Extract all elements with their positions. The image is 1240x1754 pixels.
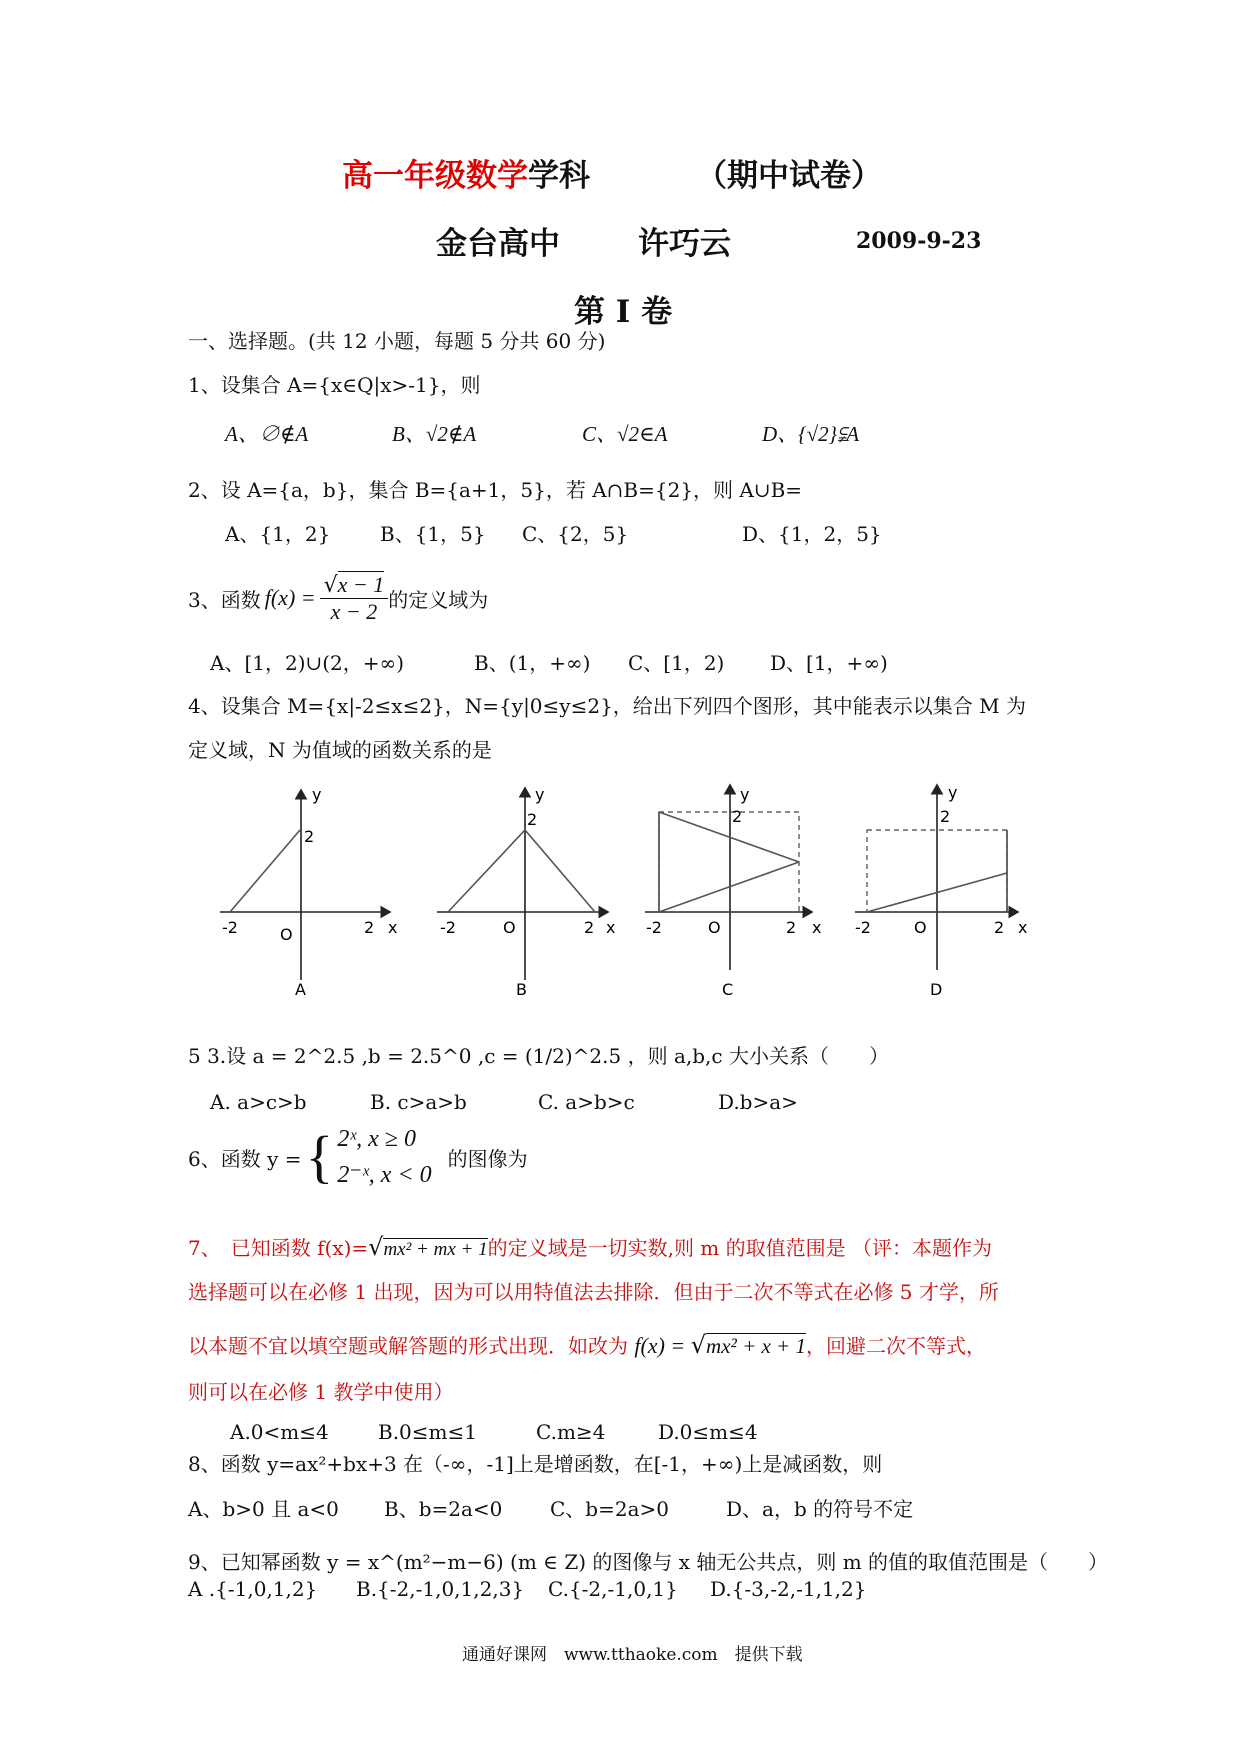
graph-d-tick-2x: 2 [994,918,1005,937]
q7-line1 [188,1232,992,1261]
graph-b-tick-neg2: -2 [440,918,456,937]
title-grade: 高一年级 [342,158,466,194]
q1-option-c: C、√2∈A [582,422,668,446]
q2-stem: 2、设 A={a，b}，集合 B={a+1，5}，若 A∩B={2}，则 A∪B= [188,478,803,502]
q7-line1-b: 的定义域是一切实数,则 m 的取值范围是 （评：本题作为 [487,1236,992,1260]
q6-stem [188,1120,528,1194]
graph-a-origin: O [280,925,293,944]
q3-option-d: D、[1，+∞) [770,651,888,675]
q3-numerator-expr: x − 1 [337,571,385,597]
graph-a-tick-2y: 2 [304,827,315,846]
graph-d-x-label: x [1018,918,1028,937]
graph-b-line [448,830,595,912]
q5-stem: 5 3.设 a = 2^2.5 ,b = 2.5^0 ,c = (1/2)^2.5 ，则 a,b,c 大小关系（ ） [188,1044,889,1068]
q8-option-d: D、a，b 的符号不定 [726,1497,914,1521]
q5-option-d: D.b>a> [718,1090,798,1114]
q6-case-1: 2ˣ, x ≥ 0 [337,1126,416,1152]
graph-d [855,783,1027,999]
q3-option-b: B、(1，+∞) [474,651,591,675]
title-exam-type: （期中试卷） [696,158,882,194]
graph-b-tick-2x: 2 [584,918,595,937]
graph-c-y-label: y [740,785,750,804]
q5-option-a: A. a>c>b [210,1090,307,1114]
q3-fraction [320,572,389,625]
q9-option-b: B.{-2,-1,0,1,2,3} [356,1577,525,1601]
radical-icon: √ [368,1233,384,1261]
q6-cases [337,1121,431,1193]
q6-suffix: 的图像为 [447,1146,528,1171]
graph-c-x-label: x [812,918,822,937]
graph-b [437,785,615,999]
graph-a-tick-neg2: -2 [222,918,238,937]
q8-option-c: C、b=2a>0 [550,1497,669,1521]
q1-stem: 1、设集合 A={x∈Q|x>-1}，则 [188,373,481,397]
graph-d-label: D [930,980,943,999]
q9-option-a: A .{-1,0,1,2} [188,1577,318,1601]
graph-a [220,785,397,999]
q7-line1-a: 7、 已知函数 f(x)= [188,1236,369,1260]
radical-icon: √ [690,1331,707,1359]
q4-line1: 4、设集合 M={x|-2≤x≤2}，N={y|0≤y≤2}，给出下列四个图形，其中能表示以集合 M 为 [188,694,1026,718]
q2-option-a: A、{1，2} [225,522,331,546]
brace-icon: { [305,1124,334,1189]
q7-line2: 选择题可以在必修 1 出现，因为可以用特值法去排除．但由于二次不等式在必修 5 才学，所 [188,1280,999,1304]
q2-option-c: C、{2，5} [522,522,629,546]
q9-stem: 9、已知幂函数 y = x^(m²−m−6) (m ∈ Z) 的图像与 x 轴无公共点，则 m 的值的取值范围是（ ） [188,1550,1109,1574]
q9-option-c: C.{-2,-1,0,1} [548,1577,678,1601]
q7-line3-radicand: mx² + x + 1 [706,1334,806,1358]
q8-option-b: B、b=2a<0 [384,1497,503,1521]
q3-option-c: C、[1，2) [628,651,725,675]
q3-denominator: x − 2 [330,598,378,624]
q3-numerator [320,572,389,599]
graph-c-tick-2y: 2 [732,807,743,826]
section-heading: 一、选择题。(共 12 小题，每题 5 分共 60 分) [188,329,606,353]
graph-a-tick-2x: 2 [364,918,375,937]
q7-line3-a: 以本题不宜以填空题或解答题的形式出现．如改为 [188,1334,635,1358]
q2-option-d: D、{1，2，5} [742,522,882,546]
q7-line3 [188,1330,986,1359]
school-name: 金台高中 [436,226,560,262]
graph-b-label: B [516,980,527,999]
q9-option-d: D.{-3,-2,-1,1,2} [710,1577,867,1601]
graph-d-tick-neg2: -2 [855,918,871,937]
q7-line4: 则可以在必修 1 教学中使用） [188,1380,454,1404]
q1-option-d: D、{√2}⫋A [762,422,860,446]
q7-option-d: D.0≤m≤4 [658,1420,758,1444]
graph-b-tick-2y: 2 [527,810,538,829]
q7-line3-fx: f(x) = [634,1333,691,1358]
q4-graphs [200,770,1080,1010]
graph-c-label: C [722,980,734,999]
graph-d-y-label: y [948,783,958,802]
q2-option-b: B、{1，5} [380,522,486,546]
graph-a-x-label: x [388,918,398,937]
q7-option-b: B.0≤m≤1 [378,1420,477,1444]
graph-d-origin: O [914,918,927,937]
q7-radicand: mx² + mx + 1 [383,1239,488,1260]
q5-option-c: C. a>b>c [538,1090,635,1114]
graph-b-origin: O [503,918,516,937]
q3-fx: f(x) = [264,585,316,610]
q7-line3-b: ，回避二次不等式， [805,1334,986,1358]
page-title [342,150,590,195]
graph-c-line-1 [659,812,799,862]
exam-date: 2009-9-23 [856,228,982,254]
q1-option-a: A、∅∉A [225,422,309,446]
graph-a-label: A [295,980,306,999]
q3-prefix: 3、函数 [188,587,261,612]
graph-d-tick-2y: 2 [940,807,951,826]
title-suffix: 学科 [528,158,590,194]
graph-b-x-label: x [606,918,616,937]
page-footer: 通通好课网 www.tthaoke.com 提供下载 [462,1645,803,1665]
q8-stem: 8、函数 y=ax²+bx+3 在（-∞，-1]上是增函数，在[-1，+∞)上是减函数，则 [188,1452,883,1476]
q5-option-b: B. c>a>b [370,1090,467,1114]
graph-a-line [230,830,300,912]
q3-stem [188,563,488,633]
graph-c [645,785,821,999]
q7-option-c: C.m≥4 [536,1420,606,1444]
q7-option-a: A.0<m≤4 [230,1420,329,1444]
graph-c-tick-2x: 2 [786,918,797,937]
author-name: 许巧云 [638,226,731,262]
graph-c-origin: O [708,918,721,937]
q8-option-a: A、b>0 且 a<0 [188,1497,339,1521]
volume-heading: 第 I 卷 [574,294,673,330]
q3-option-a: A、[1，2)∪(2，+∞) [210,651,405,675]
q4-line2: 定义域，N 为值域的函数关系的是 [188,738,492,762]
q6-case-2: 2⁻ˣ, x < 0 [337,1162,432,1188]
graph-c-line-2 [659,862,799,912]
graph-b-y-label: y [535,785,545,804]
graph-a-y-label: y [312,785,322,804]
title-subject: 数学 [466,158,528,194]
radical-icon: √ [323,572,338,598]
q3-suffix: 的定义域为 [388,587,489,612]
graph-c-tick-neg2: -2 [646,918,662,937]
q6-prefix: 6、函数 y = [188,1146,302,1171]
q1-option-b: B、√2∉A [392,422,477,446]
